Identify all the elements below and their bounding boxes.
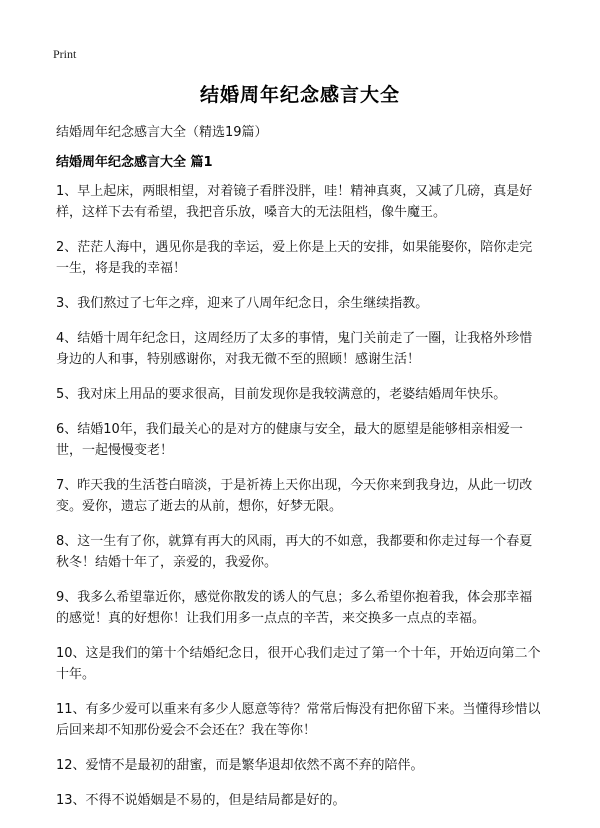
item-list bbox=[56, 181, 544, 825]
list-item: 8、这一生有了你，就算有再大的风雨，再大的不如意，我都要和你走过每一个春夏秋冬！结婚十年了，亲爱的，我爱你。 bbox=[56, 534, 533, 570]
list-item: 10、这是我们的第十个结婚纪念日，很开心我们走过了第一个十年，开始迈向第二个十年。 bbox=[56, 646, 541, 682]
document-subtitle: 结婚周年纪念感言大全（精选19篇） bbox=[56, 125, 268, 140]
list-item: 3、我们熬过了七年之痒，迎来了八周年纪念日，余生继续指教。 bbox=[56, 296, 429, 311]
list-item: 13、不得不说婚姻是不易的，但是结局都是好的。 bbox=[56, 793, 346, 808]
list-item: 2、茫茫人海中，遇见你是我的幸运，爱上你是上天的安排，如果能娶你，陪你走完一生，将是我的幸福！ bbox=[56, 240, 533, 276]
section-heading: 结婚周年纪念感言大全 篇1 bbox=[56, 155, 213, 170]
list-item: 4、结婚十周年纪念日，这周经历了太多的事情，鬼门关前走了一圈，让我格外珍惜身边的人和事，特别感谢你，对我无微不至的照顾！感谢生活！ bbox=[56, 331, 533, 367]
document-title: 结婚周年纪念感言大全 bbox=[199, 84, 400, 106]
list-item: 5、我对床上用品的要求很高，目前发现你是我较满意的，老婆结婚周年快乐。 bbox=[56, 387, 507, 402]
list-item: 9、我多么希望靠近你，感觉你散发的诱人的气息；多么希望你抱着我，体会那幸福的感觉！真的好想你！让我们用多一点点的辛苦，来交换多一点点的幸福。 bbox=[56, 590, 533, 626]
list-item: 1、早上起床，两眼相望，对着镜子看胖没胖，哇！精神真爽，又减了几磅，真是好样，这样下去有希望，我把音乐放，嗓音大的无法阻档，像牛魔王。 bbox=[56, 184, 533, 220]
list-item: 7、昨天我的生活苍白暗淡，于是祈祷上天你出现，今天你来到我身边，从此一切改变。爱你，遗忘了逝去的从前，想你，好梦无限。 bbox=[56, 478, 533, 514]
list-item: 6、结婚10年，我们最关心的是对方的健康与安全，最大的愿望是能够相亲相爱一世，一起慢慢变老！ bbox=[56, 422, 523, 458]
list-item: 11、有多少爱可以重来有多少人愿意等待？常常后悔没有把你留下来。当懂得珍惜以后回来却不知那份爱会不会还在？我在等你！ bbox=[56, 702, 541, 738]
list-item: 12、爱情不是最初的甜蜜，而是繁华退却依然不离不弃的陪伴。 bbox=[56, 758, 424, 773]
print-label: Print bbox=[53, 47, 77, 61]
